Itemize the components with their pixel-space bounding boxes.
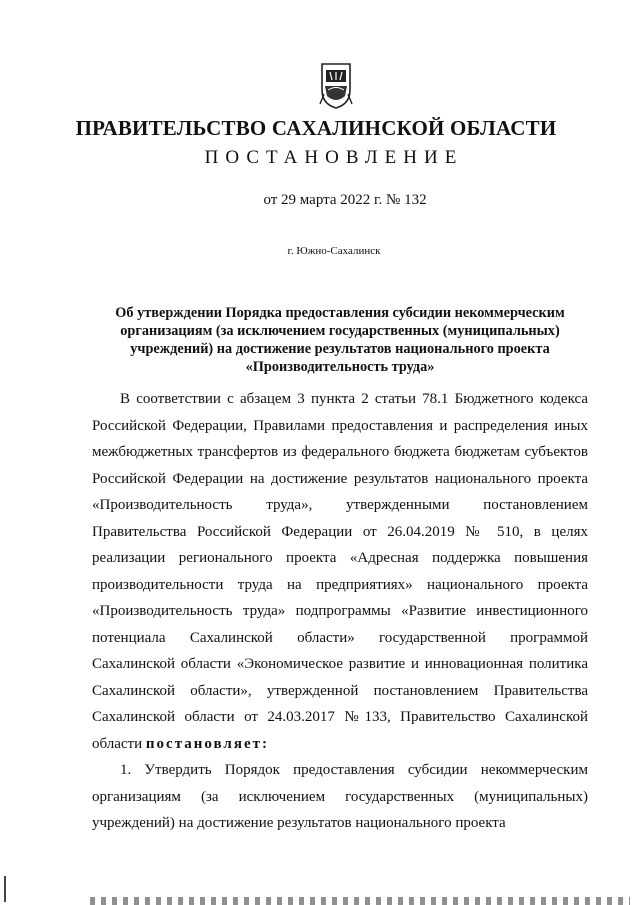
document-date-number: от 29 марта 2022 г. № 132 (263, 192, 427, 208)
scan-artifact-bottom (90, 897, 630, 905)
document-body (92, 386, 588, 837)
paragraph-1-text: В соответствии с абзацем 3 пункта 2 статьи 78.1 Бюджетного кодекса Российской Федерации, Правилами предоставления и распределения иных межбюджетных трансфертов из федерального бюджета бюджетам субъектов Российской Федерации на достижение результатов национального проекта «Производительность труда», утвержденными постановлением Правительства Российской Федерации от 26.04.2019 № 510, в целях реализации регионального проекта «Адресная поддержка повышения производительности труда на предприятиях» национального проекта «Производительность труда» подпрограммы «Развитие инвестиционного потенциала Сахалинской области» государственной программой Сахалинской области «Экономическое развитие и инновационная политика Сахалинской области», утвержденной постановлением Правительства Сахалинской области от 24.03.2017 №133, Правительство Сахалинской области (92, 391, 588, 752)
document-city: г. Южно-Сахалинск (287, 245, 381, 257)
body-paragraph-2: 1. Утвердить Порядок предоставления субсидии некоммерческим организациям (за исключением государственных (муниципальных) учреждений) на достижение результатов национального проекта (92, 762, 588, 831)
body-paragraph-1 (92, 386, 588, 757)
government-title: ПРАВИТЕЛЬСТВО САХАЛИНСКОЙ ОБЛАСТИ (75, 116, 557, 140)
document-type: ПОСТАНОВЛЕНИЕ (204, 147, 464, 168)
coat-of-arms-icon (318, 60, 354, 110)
scan-edge-mark (4, 876, 6, 902)
document-subject: Об утверждении Порядка предоставления субсидии некоммерческим организациям (за исключением государственных (муниципальных) учреждений) на достижение результатов национального проекта «Производительность труда» (115, 305, 565, 375)
decree-word: постановляет: (145, 735, 269, 752)
